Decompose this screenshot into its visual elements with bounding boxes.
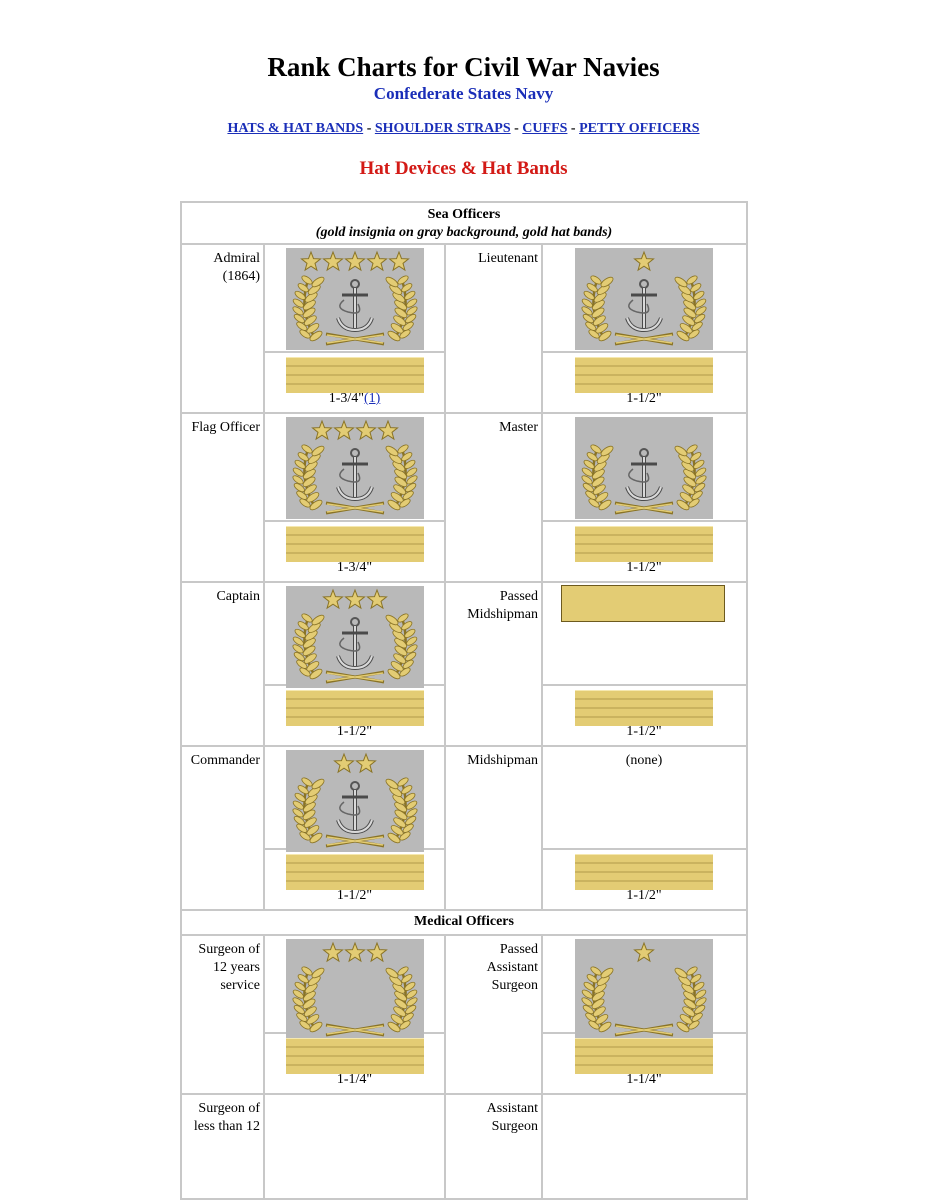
band-width-label: [264, 887, 445, 905]
band-width-label: [264, 723, 445, 741]
star-icon: [335, 754, 354, 772]
rank-label-line: Commander: [190, 753, 260, 768]
table-grid-line: [182, 909, 746, 911]
star-icon: [302, 252, 321, 270]
star-icon: [335, 421, 354, 439]
group-heading: [182, 913, 746, 931]
table-grid-line: [264, 520, 445, 522]
rank-label: [182, 419, 260, 437]
band-width-value: 1-1/2": [336, 888, 373, 903]
star-icon: [324, 252, 343, 270]
table-grid-line: [264, 351, 445, 353]
star-icon: [346, 943, 365, 961]
table-grid-line: [542, 684, 746, 686]
nav-separator: -: [510, 121, 523, 136]
group-heading-title: Sea Officers: [427, 207, 501, 222]
table-grid-line: [263, 413, 265, 582]
hat-band: [575, 357, 713, 393]
group-heading-note: (gold insignia on gray background, gold hat bands): [315, 225, 613, 240]
page-subtitle: Confederate States Navy: [373, 84, 554, 103]
star-icon: [324, 590, 343, 608]
rank-label-line: Surgeon of: [198, 1101, 260, 1116]
band-width-label: [264, 1071, 445, 1089]
rank-label-line: Surgeon: [491, 978, 538, 993]
hat-device-insignia: [575, 417, 713, 519]
rank-label: [445, 419, 538, 437]
section-nav: [0, 121, 927, 137]
nav-link-cuffs[interactable]: CUFFS: [522, 121, 568, 136]
hat-band: [575, 854, 713, 890]
hat-device-insignia: [575, 248, 713, 350]
rank-label: [182, 1100, 260, 1136]
band-width-label: [542, 1071, 746, 1089]
hat-band: [575, 690, 713, 726]
hat-device-insignia: [286, 417, 424, 519]
band-width-value: 1-3/4": [336, 560, 373, 575]
rank-label-line: Surgeon of: [198, 942, 260, 957]
rank-label-line: service: [220, 978, 260, 993]
band-width-label: [542, 390, 746, 408]
rank-label-line: Captain: [216, 589, 260, 604]
band-width-value: 1-1/4": [336, 1072, 373, 1087]
star-icon: [368, 943, 387, 961]
band-width-label: [542, 887, 746, 905]
band-width-value: 1-1/2": [626, 560, 662, 575]
section-heading: Hat Devices & Hat Bands: [359, 158, 568, 179]
star-icon: [346, 252, 365, 270]
table-grid-line: [444, 746, 446, 910]
star-icon: [368, 590, 387, 608]
star-icon: [324, 943, 343, 961]
rank-label: [445, 250, 538, 268]
hat-band: [286, 357, 424, 393]
hat-band: [575, 1038, 713, 1074]
star-icon: [635, 943, 654, 961]
table-grid-line: [542, 848, 746, 850]
table-grid-line: [444, 244, 446, 413]
band-width-value: 1-1/2": [626, 724, 662, 739]
rank-label: [182, 941, 260, 995]
rank-label-line: Admiral: [213, 251, 260, 266]
rank-label: [445, 752, 538, 770]
table-grid-line: [182, 581, 746, 583]
table-grid-line: [542, 351, 746, 353]
table-grid-line: [263, 582, 265, 746]
hat-band: [286, 526, 424, 562]
table-grid-line: [541, 1094, 543, 1200]
rank-label-line: Assistant: [486, 1101, 538, 1116]
nav-separator: -: [363, 121, 375, 136]
table-grid-line: [182, 412, 746, 414]
table-grid-line: [182, 745, 746, 747]
anchor-icon: [338, 782, 372, 832]
rank-label: [182, 752, 260, 770]
hat-band: [286, 690, 424, 726]
nav-separator: -: [567, 121, 580, 136]
table-grid-line: [182, 1093, 746, 1095]
laurel-wreath-icon: [581, 965, 708, 1035]
star-icon: [379, 421, 398, 439]
star-icon: [390, 252, 409, 270]
star-icon: [313, 421, 332, 439]
nav-link-petty-officers[interactable]: PETTY OFFICERS: [579, 121, 700, 136]
hat-device-insignia: [286, 939, 424, 1041]
band-width-label: [264, 390, 445, 408]
gold-strap-device: [561, 585, 725, 622]
table-grid-line: [541, 244, 543, 413]
hat-band: [286, 854, 424, 890]
table-grid-line: [541, 582, 543, 746]
anchor-icon: [338, 618, 372, 668]
hat-band: [575, 526, 713, 562]
band-width-label: [542, 723, 746, 741]
star-icon: [357, 421, 376, 439]
hat-device-insignia: [575, 939, 713, 1041]
footnote-link[interactable]: (1): [363, 391, 381, 406]
rank-label-line: Flag Officer: [191, 420, 260, 435]
band-width-value: 1-1/2": [626, 888, 662, 903]
star-icon: [635, 252, 654, 270]
nav-link-shoulder-straps[interactable]: SHOULDER STRAPS: [374, 121, 511, 136]
table-grid-line: [263, 244, 265, 413]
band-width-label: [542, 559, 746, 577]
hat-device-insignia: [286, 750, 424, 852]
band-width-value: 1-1/4": [626, 1072, 662, 1087]
page-title: Rank Charts for Civil War Navies: [267, 52, 660, 82]
anchor-icon: [338, 280, 372, 330]
anchor-icon: [338, 449, 372, 499]
no-device-text: (none): [625, 753, 663, 768]
rank-label-line: Surgeon: [491, 1119, 538, 1134]
rank-label-line: Assistant: [486, 960, 538, 975]
rank-label-line: Passed: [499, 942, 538, 957]
rank-label-line: Midshipman: [467, 753, 538, 768]
band-width-label: [264, 559, 445, 577]
table-grid-line: [263, 746, 265, 910]
rank-label: [445, 941, 538, 995]
rank-label: [445, 588, 538, 624]
table-grid-line: [182, 934, 746, 936]
anchor-icon: [627, 449, 661, 499]
hat-device-insignia: [286, 248, 424, 350]
star-icon: [368, 252, 387, 270]
rank-label-line: (1864): [222, 269, 260, 284]
table-grid-line: [182, 243, 746, 245]
rank-label: [182, 250, 260, 286]
rank-chart-table: [180, 201, 748, 1200]
table-grid-line: [542, 520, 746, 522]
band-width-value: 1-3/4": [328, 391, 364, 406]
anchor-icon: [627, 280, 661, 330]
star-icon: [346, 590, 365, 608]
rank-label-line: less than 12: [193, 1119, 260, 1134]
rank-label-line: Lieutenant: [478, 251, 538, 266]
rank-label-line: Master: [499, 420, 538, 435]
table-grid-line: [444, 413, 446, 582]
group-heading-title: Medical Officers: [414, 914, 514, 929]
group-heading: [182, 206, 746, 242]
hat-band: [286, 1038, 424, 1074]
rank-label-line: Passed: [499, 589, 538, 604]
band-width-value: 1-1/2": [626, 391, 662, 406]
rank-label: [445, 1100, 538, 1136]
rank-label: [182, 588, 260, 606]
hat-device-insignia: [286, 586, 424, 688]
rank-label-line: Midshipman: [467, 607, 538, 622]
band-width-value: 1-1/2": [336, 724, 373, 739]
table-grid-line: [541, 413, 543, 582]
rank-label-line: 12 years: [212, 960, 260, 975]
laurel-wreath-icon: [292, 965, 419, 1035]
table-grid-line: [263, 1094, 265, 1200]
table-grid-line: [541, 746, 543, 910]
nav-link-hats[interactable]: HATS & HAT BANDS: [227, 121, 364, 136]
star-icon: [357, 754, 376, 772]
